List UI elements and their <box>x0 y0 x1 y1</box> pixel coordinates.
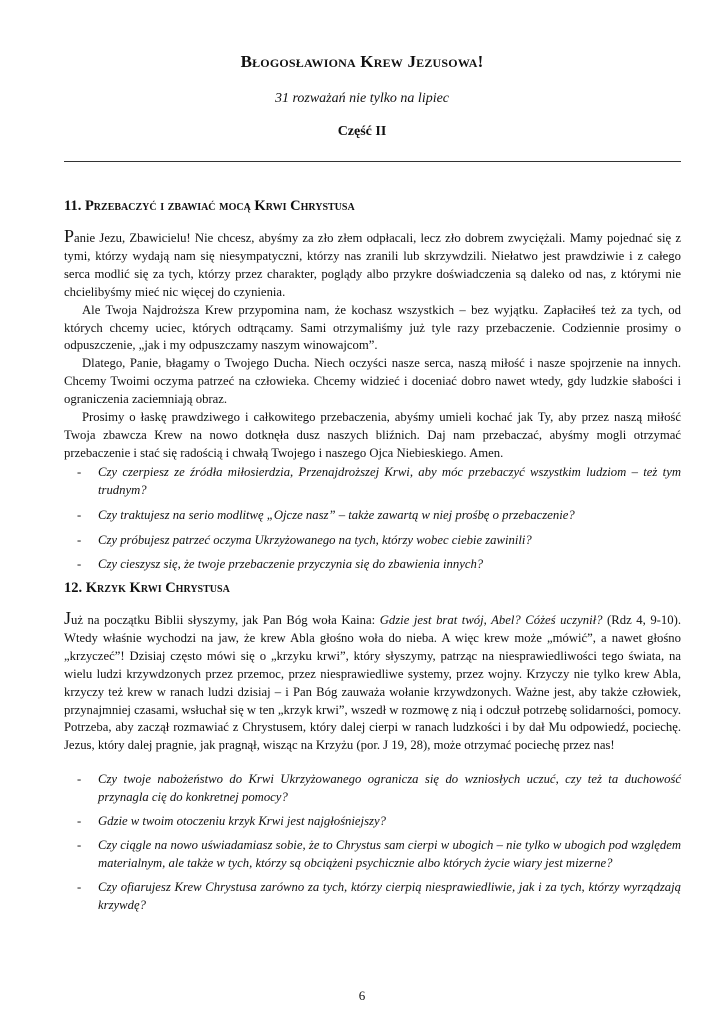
dash-bullet: - <box>77 879 82 894</box>
section-12-text-a: uż na początku Biblii słyszymy, jak Pan Bóg woła Kaina: <box>71 613 380 627</box>
header-divider <box>64 161 681 162</box>
document-title: Błogosławiona Krew Jezusowa! <box>240 52 484 71</box>
section-11-paragraph-1 <box>64 226 681 302</box>
question-text: Czy czerpiesz ze źródła miłosierdzia, Przenajdroższej Krwi, aby móc przebaczyć wszystkim ludziom – też tym trudnym? <box>98 464 681 497</box>
dash-bullet: - <box>77 814 82 829</box>
dash-bullet: - <box>77 557 82 572</box>
section-12-questions <box>64 771 681 914</box>
question-text: Czy twoje nabożeństwo do Krwi Ukrzyżowanego ogranicza się do wzniosłych uczuć, czy też ta duchowość przynagla cię do konkretnej pomocy? <box>98 772 681 805</box>
document-part-label: Część II <box>337 124 387 139</box>
document-subtitle: 31 rozważań nie tylko na lipiec <box>274 91 450 106</box>
section-11-paragraph-3: Dlatego, Panie, błagamy o Twojego Ducha. Niech oczyści nasze serca, naszą miłość i nasze spojrzenie na innych. Chcemy Twoimi oczyma patrzeć na człowieka. Chcemy widzieć i doceniać dobro nawet wtedy, gdy ludzkie słabości i ograniczenia zaciemniają obraz. <box>64 356 681 407</box>
dash-bullet: - <box>77 837 82 852</box>
section-11-questions <box>64 464 681 575</box>
dash-bullet: - <box>77 532 82 547</box>
section-12-title: 12. Krzyk Krwi Chrystusa <box>64 580 230 596</box>
section-12-text-b: (Rdz 4, 9-10). Wtedy właśnie wychodzi na jaw, że krew Abla głośno woła do nieba. A więc krew może „mówić”, a nawet głośno „krzyczeć”! Dzisiaj często mówi się o „krzyku krwi”, który słyszymy, patrząc na niesprawiedliwości tego świata, na wielu ludzi krzywdzonych przez przemoc, przez niesprawiedliwe systemy, przez wojny. Krzyczy nie tylko krew Abla, krzyczy też krew w ranach ludzi dzisiaj – i Pan Bóg zauważa wołanie krzywdzonych. Ważne jest, aby także człowiek, przynajmniej czasami, wsłuchał się w ten „krzyk krwi”, wszedł w rozmowę z nią i odczuł potrzebę solidarności, pomocy. Potrzeba, aby zaczął rozmawiać z Chrystusem, który dalej cierpi w ranach ludzkości i by dał Mu odpowiedź, pociechę. Jezus, który dalej pragnie, jak pragnął, wisząc na Krzyżu (por. J 19, 28), może otrzymać pociechę przez nas! <box>64 613 681 753</box>
section-11 <box>64 198 681 574</box>
question-text: Czy ciągle na nowo uświadamiasz sobie, że to Chrystus sam cierpi w ubogich – nie tylko w ubogich pod względem materialnym, ale także w tych, którzy są obciążeni psychicznie albo których życie wiary jest mizerne? <box>98 837 681 870</box>
section-12-body <box>64 608 681 755</box>
section-11-paragraph-1-text: anie Jezu, Zbawicielu! Nie chcesz, abyśmy za zło złem odpłacali, lecz zło dobrem zwyciężali. Mamy pojednać się z tymi, którzy wydają nam się niesympatyczni, którzy nas zranili lub skrzywdzili. Niełatwo jest prawdziwie i z całego serca modlić się za tych, którzy przez charakter, poglądy albo przykre doświadczenia są daleko od nas, z którymi nie chcielibyśmy mieć nic więcej do czynienia. <box>64 231 681 299</box>
question-item <box>64 771 681 807</box>
page-number: 6 <box>358 988 366 1003</box>
section-12-initial: J <box>64 608 72 628</box>
section-12 <box>64 580 681 915</box>
dash-bullet: - <box>77 507 82 522</box>
question-text: Gdzie w twoim otoczeniu krzyk Krwi jest najgłośniejszy? <box>98 814 386 829</box>
section-11-paragraph-2: Ale Twoja Najdroższa Krew przypomina nam, że kochasz wszystkich – bez wyjątku. Zapłaciłeś też za tych, od których chcemy uciec, których odtrącamy. Sami otrzymaliśmy już tyle razy przebaczenie. Codziennie prosimy o odpuszczenie, „jak i my odpuszczamy naszym winowajcom”. <box>64 302 681 353</box>
dash-bullet: - <box>77 772 82 787</box>
dash-bullet: - <box>77 464 82 479</box>
question-item <box>64 507 681 525</box>
section-11-initial: P <box>64 226 75 246</box>
question-text: Czy ofiarujesz Krew Chrystusa zarówno za tych, którzy cierpią niesprawiedliwie, jak i za tych, którzy wyrządzają krzywdę? <box>98 879 681 912</box>
section-11-paragraph-4: Prosimy o łaskę prawdziwego i całkowitego przebaczenia, abyśmy umieli kochać jak Ty, aby przez naszą miłość Twoja zbawcza Krew na nowo dotknęła dusz naszych bliźnich. Daj nam przebaczać, abyśmy mogli otrzymać przebaczenie i stać się radością i chwałą Twojego i naszego Ojca Niebieskiego. Amen. <box>64 410 681 460</box>
section-11-body <box>64 226 681 463</box>
section-12-paragraph-1 <box>64 608 681 755</box>
question-item <box>64 464 681 500</box>
section-11-title: 11. Przebaczyć i zbawiać mocą Krwi Chrystusa <box>64 198 355 214</box>
question-item <box>64 837 681 873</box>
question-item <box>64 813 681 831</box>
question-item <box>64 532 681 550</box>
question-text: Czy cieszysz się, że twoje przebaczenie przyczynia się do zbawienia innych? <box>98 557 484 572</box>
question-item <box>64 879 681 915</box>
question-text: Czy traktujesz na serio modlitwę „Ojcze nasz” – także zawartą w niej prośbę o przebaczenie? <box>98 507 575 522</box>
section-12-bible-quote: Gdzie jest brat twój, Abel? Cóżeś uczynił? <box>379 613 603 627</box>
question-text: Czy próbujesz patrzeć oczyma Ukrzyżowanego na tych, którzy wobec ciebie zawinili? <box>98 532 532 547</box>
question-item <box>64 556 681 574</box>
